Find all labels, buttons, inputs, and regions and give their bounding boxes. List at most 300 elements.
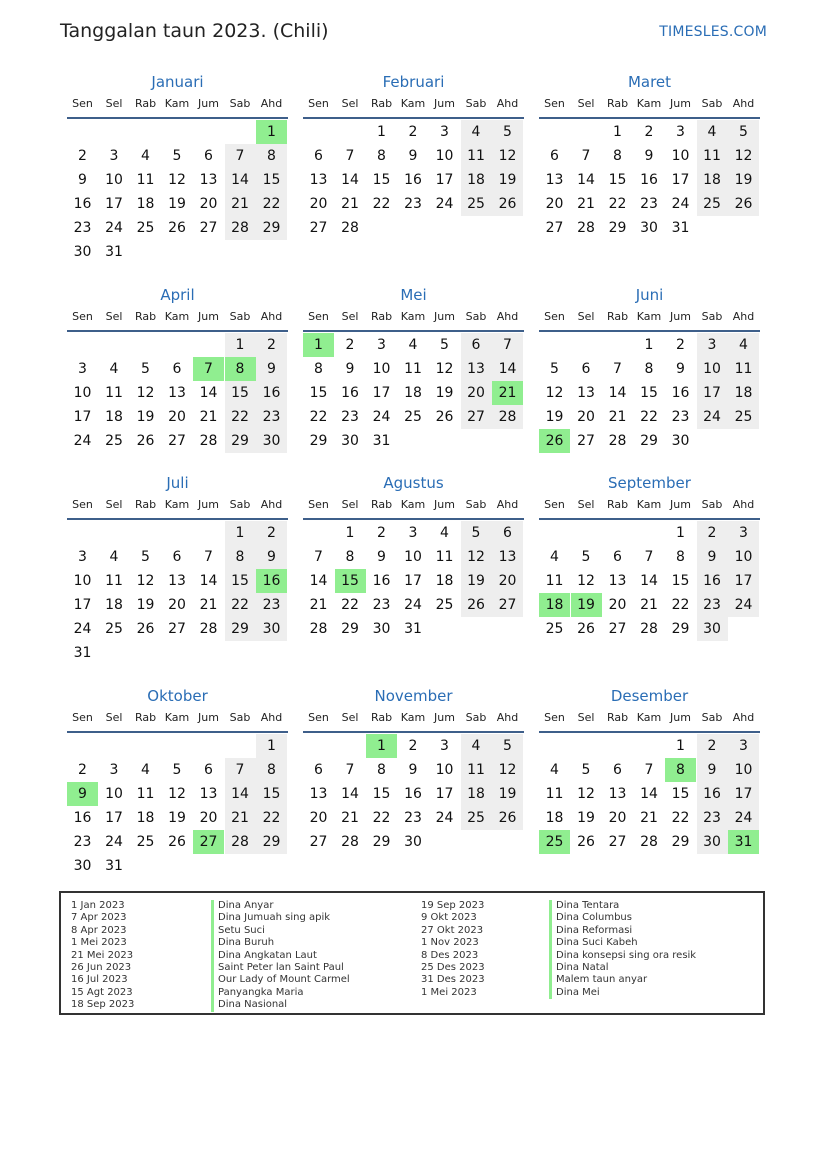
weekday-label: Sel [341, 711, 359, 724]
day-cell: 18 [728, 381, 759, 405]
day-cell: 20 [309, 810, 328, 826]
day-cell: 7 [225, 144, 256, 168]
day-cell: 10 [105, 786, 123, 802]
holiday-day-cell: 1 [366, 734, 397, 758]
day-cell: 5 [461, 521, 492, 545]
day-cell: 13 [577, 385, 595, 401]
weekday-header [67, 93, 288, 119]
day-cell: 18 [461, 168, 492, 192]
day-cell: 21 [640, 810, 658, 826]
day-cell: 21 [225, 806, 256, 830]
weekday-label: Kam [164, 310, 190, 323]
day-cell: 7 [345, 762, 355, 778]
day-cell: 22 [225, 405, 256, 429]
day-cell: 22 [256, 192, 287, 216]
weekday-label: Rab [606, 310, 629, 323]
day-cell: 20 [608, 810, 627, 826]
day-cell: 6 [172, 549, 182, 565]
day-cell: 16 [372, 573, 391, 589]
day-cell: 5 [492, 734, 523, 758]
day-cell: 22 [640, 409, 658, 425]
day-cell: 15 [372, 172, 391, 188]
day-cell: 25 [461, 806, 492, 830]
legend-holiday-name: Saint Peter lan Saint Paul [211, 962, 350, 974]
weekday-label: Ahd [260, 498, 283, 511]
day-cell: 30 [73, 244, 92, 260]
day-cell: 16 [73, 810, 92, 826]
day-cell: 4 [461, 120, 492, 144]
weekday-label: Rab [370, 498, 393, 511]
weekday-label: Sel [341, 97, 359, 110]
day-cell: 25 [105, 433, 123, 449]
day-cell: 23 [404, 196, 422, 212]
day-cell: 21 [608, 409, 627, 425]
weekday-label: Rab [134, 97, 157, 110]
day-cell: 4 [440, 525, 449, 541]
day-cell: 20 [492, 569, 523, 593]
day-cell: 8 [377, 762, 386, 778]
holiday-day-cell: 8 [225, 357, 256, 381]
day-cell: 11 [545, 786, 564, 802]
day-cell: 2 [644, 124, 654, 140]
legend-date: 31 Des 2023 [421, 974, 485, 986]
day-cell: 6 [314, 762, 323, 778]
month-name: Februari [382, 73, 445, 91]
day-cell: 27 [545, 220, 564, 236]
day-cell: 28 [225, 830, 256, 854]
day-cell: 3 [728, 521, 759, 545]
day-cell: 9 [644, 148, 654, 164]
weekday-label: Sen [544, 711, 565, 724]
day-cell: 28 [225, 216, 256, 240]
day-cell: 15 [671, 786, 690, 802]
weekday-header [303, 494, 524, 520]
day-cell: 2 [345, 337, 355, 353]
day-cell: 16 [640, 172, 658, 188]
day-cell: 26 [168, 220, 186, 236]
weekday-header [539, 93, 760, 119]
day-cell: 20 [199, 196, 218, 212]
day-cell: 22 [341, 597, 359, 613]
day-cell: 9 [345, 361, 355, 377]
day-cell: 28 [309, 621, 328, 637]
weekday-header [539, 494, 760, 520]
day-cell: 10 [435, 762, 454, 778]
day-cell: 11 [105, 573, 123, 589]
day-grid [539, 733, 760, 877]
day-cell: 3 [408, 525, 418, 541]
day-cell: 20 [545, 196, 564, 212]
day-cell: 11 [435, 549, 454, 565]
day-cell: 12 [136, 385, 155, 401]
month-september [539, 472, 760, 664]
day-cell: 16 [404, 172, 422, 188]
weekday-label: Sab [465, 711, 487, 724]
day-cell: 11 [728, 357, 759, 381]
weekday-label: Sel [105, 711, 123, 724]
weekday-label: Sen [308, 711, 329, 724]
day-cell: 7 [644, 762, 654, 778]
day-cell: 30 [640, 220, 658, 236]
weekday-label: Sel [105, 498, 123, 511]
legend-date: 1 Mei 2023 [421, 986, 477, 998]
weekday-label: Rab [370, 711, 393, 724]
month-april [67, 284, 288, 476]
day-cell: 12 [545, 385, 564, 401]
day-grid [539, 119, 760, 263]
day-cell: 10 [105, 172, 123, 188]
legend-date: 26 Jun 2023 [71, 962, 132, 974]
day-cell: 17 [435, 172, 454, 188]
day-cell: 8 [345, 549, 355, 565]
day-cell: 15 [256, 782, 287, 806]
day-cell: 14 [577, 172, 595, 188]
day-cell: 6 [613, 549, 622, 565]
day-cell: 22 [225, 593, 256, 617]
weekday-label: Sen [72, 97, 93, 110]
day-cell: 23 [256, 593, 287, 617]
day-cell: 12 [168, 786, 186, 802]
day-cell: 29 [225, 429, 256, 453]
day-cell: 18 [136, 810, 155, 826]
day-cell: 16 [697, 782, 728, 806]
weekday-label: Sab [229, 711, 251, 724]
day-cell: 3 [109, 762, 119, 778]
day-cell: 23 [697, 806, 728, 830]
day-grid [67, 520, 288, 664]
day-cell: 29 [640, 433, 658, 449]
weekday-label: Rab [134, 498, 157, 511]
day-cell: 14 [309, 573, 328, 589]
month-maret [539, 71, 760, 263]
legend-dates-right [421, 900, 485, 999]
weekday-header [303, 93, 524, 119]
day-cell: 14 [640, 786, 658, 802]
day-grid [303, 119, 524, 263]
day-cell: 5 [172, 762, 182, 778]
day-cell: 23 [256, 405, 287, 429]
legend-date: 18 Sep 2023 [71, 999, 135, 1011]
day-cell: 15 [640, 385, 658, 401]
day-grid [303, 520, 524, 664]
day-cell: 14 [608, 385, 627, 401]
day-cell: 30 [671, 433, 690, 449]
day-cell: 28 [577, 220, 595, 236]
day-cell: 1 [676, 525, 685, 541]
day-cell: 3 [377, 337, 386, 353]
weekday-label: Rab [606, 97, 629, 110]
day-cell: 20 [309, 196, 328, 212]
weekday-label: Kam [400, 498, 426, 511]
day-cell: 25 [404, 409, 422, 425]
day-cell: 7 [204, 549, 213, 565]
day-cell: 30 [256, 429, 287, 453]
day-cell: 9 [256, 357, 287, 381]
day-cell: 12 [461, 545, 492, 569]
day-cell: 31 [372, 433, 391, 449]
day-cell: 24 [404, 597, 422, 613]
day-cell: 17 [728, 569, 759, 593]
day-cell: 15 [671, 573, 690, 589]
day-cell: 12 [168, 172, 186, 188]
month-november [303, 685, 524, 877]
day-cell: 23 [671, 409, 690, 425]
day-cell: 27 [608, 621, 627, 637]
weekday-label: Jum [198, 310, 219, 323]
day-cell: 21 [640, 597, 658, 613]
day-cell: 17 [105, 810, 123, 826]
day-cell: 11 [105, 385, 123, 401]
holiday-day-cell: 25 [539, 830, 570, 854]
day-cell: 3 [676, 124, 685, 140]
day-cell: 22 [608, 196, 627, 212]
legend-date: 21 Mei 2023 [71, 949, 134, 961]
day-cell: 10 [404, 549, 422, 565]
day-cell: 26 [461, 593, 492, 617]
day-cell: 19 [492, 782, 523, 806]
day-cell: 17 [697, 381, 728, 405]
weekday-label: Sab [701, 310, 723, 323]
weekday-label: Sab [701, 498, 723, 511]
day-cell: 13 [309, 172, 328, 188]
weekday-label: Kam [636, 310, 662, 323]
day-cell: 23 [404, 810, 422, 826]
weekday-label: Ahd [732, 97, 755, 110]
day-cell: 4 [109, 549, 119, 565]
day-cell: 12 [728, 144, 759, 168]
holiday-day-cell: 21 [492, 381, 523, 405]
day-cell: 6 [314, 148, 323, 164]
weekday-label: Rab [134, 711, 157, 724]
legend-holiday-name: Setu Suci [211, 925, 350, 937]
legend-date: 7 Apr 2023 [71, 912, 127, 924]
weekday-label: Sab [229, 498, 251, 511]
day-cell: 31 [73, 645, 92, 661]
weekday-label: Sen [544, 97, 565, 110]
day-cell: 24 [73, 433, 92, 449]
day-cell: 2 [78, 762, 87, 778]
month-juni [539, 284, 760, 476]
day-cell: 29 [608, 220, 627, 236]
day-cell: 25 [435, 597, 454, 613]
day-cell: 23 [341, 409, 359, 425]
day-cell: 11 [404, 361, 422, 377]
holiday-day-cell: 1 [256, 120, 287, 144]
legend-date: 1 Jan 2023 [71, 900, 125, 911]
weekday-label: Jum [434, 498, 455, 511]
day-cell: 7 [644, 549, 654, 565]
weekday-label: Sel [577, 97, 595, 110]
month-oktober [67, 685, 288, 877]
day-cell: 30 [73, 858, 92, 874]
day-cell: 10 [671, 148, 690, 164]
weekday-label: Kam [636, 498, 662, 511]
day-cell: 16 [73, 196, 92, 212]
holiday-day-cell: 15 [335, 569, 366, 593]
day-cell: 13 [199, 172, 218, 188]
day-cell: 21 [577, 196, 595, 212]
legend-holiday-name: Dina Tentara [549, 900, 696, 912]
day-cell: 15 [309, 385, 328, 401]
day-cell: 27 [608, 834, 627, 850]
day-cell: 20 [168, 409, 186, 425]
weekday-label: Ahd [732, 310, 755, 323]
day-cell: 29 [671, 621, 690, 637]
day-cell: 2 [697, 734, 728, 758]
day-cell: 8 [256, 144, 287, 168]
brand-logo[interactable]: TIMESLES.COM [659, 24, 767, 40]
legend-date: 16 Jul 2023 [71, 974, 128, 986]
month-name: Desember [610, 687, 689, 705]
day-cell: 26 [136, 433, 155, 449]
holiday-day-cell: 7 [193, 357, 224, 381]
month-agustus [303, 472, 524, 664]
day-cell: 26 [435, 409, 454, 425]
weekday-label: Rab [134, 310, 157, 323]
weekday-label: Ahd [260, 711, 283, 724]
day-cell: 31 [404, 621, 422, 637]
day-cell: 25 [136, 220, 155, 236]
legend-date: 9 Okt 2023 [421, 912, 477, 924]
weekday-label: Sab [465, 97, 487, 110]
day-cell: 22 [309, 409, 328, 425]
day-cell: 6 [204, 148, 213, 164]
day-cell: 29 [372, 834, 391, 850]
day-cell: 11 [697, 144, 728, 168]
day-cell: 21 [341, 196, 359, 212]
weekday-header [67, 707, 288, 733]
legend-date: 19 Sep 2023 [421, 900, 485, 911]
day-cell: 1 [345, 525, 355, 541]
day-cell: 21 [225, 192, 256, 216]
day-cell: 12 [492, 758, 523, 782]
weekday-label: Ahd [496, 97, 519, 110]
day-cell: 27 [168, 433, 186, 449]
day-cell: 26 [492, 806, 523, 830]
day-cell: 21 [199, 597, 218, 613]
day-cell: 15 [225, 381, 256, 405]
day-cell: 19 [461, 569, 492, 593]
day-cell: 13 [461, 357, 492, 381]
weekday-label: Ahd [496, 310, 519, 323]
day-cell: 5 [141, 361, 150, 377]
day-cell: 9 [697, 545, 728, 569]
day-cell: 6 [492, 521, 523, 545]
day-cell: 30 [256, 617, 287, 641]
day-cell: 28 [640, 621, 658, 637]
weekday-label: Kam [164, 711, 190, 724]
legend-holiday-name: Dina Angkatan Laut [211, 950, 350, 962]
day-cell: 26 [728, 192, 759, 216]
day-cell: 19 [136, 409, 155, 425]
day-cell: 10 [372, 361, 391, 377]
day-grid [67, 733, 288, 877]
holiday-day-cell: 1 [303, 333, 334, 357]
day-cell: 1 [613, 124, 622, 140]
day-cell: 7 [345, 148, 355, 164]
day-cell: 26 [577, 834, 595, 850]
day-cell: 29 [671, 834, 690, 850]
day-cell: 21 [309, 597, 328, 613]
day-cell: 1 [256, 734, 287, 758]
holiday-day-cell: 18 [539, 593, 570, 617]
day-cell: 16 [404, 786, 422, 802]
day-cell: 27 [309, 220, 328, 236]
holiday-day-cell: 9 [67, 782, 98, 806]
day-cell: 6 [581, 361, 591, 377]
day-cell: 5 [581, 549, 591, 565]
day-cell: 20 [168, 597, 186, 613]
weekday-label: Sel [577, 498, 595, 511]
day-cell: 9 [256, 545, 287, 569]
day-grid [539, 332, 760, 476]
weekday-label: Jum [434, 97, 455, 110]
day-cell: 25 [461, 192, 492, 216]
weekday-label: Kam [400, 97, 426, 110]
day-cell: 14 [492, 357, 523, 381]
day-cell: 17 [73, 409, 92, 425]
legend-names-left [211, 900, 350, 1012]
day-cell: 9 [377, 549, 386, 565]
day-cell: 24 [372, 409, 391, 425]
day-cell: 13 [199, 786, 218, 802]
day-cell: 8 [613, 148, 622, 164]
weekday-label: Sen [308, 97, 329, 110]
day-cell: 24 [435, 810, 454, 826]
weekday-label: Rab [606, 711, 629, 724]
day-cell: 9 [408, 148, 418, 164]
day-cell: 28 [199, 621, 218, 637]
day-cell: 14 [341, 172, 359, 188]
day-cell: 10 [73, 385, 92, 401]
weekday-label: Sel [577, 711, 595, 724]
day-cell: 6 [204, 762, 213, 778]
day-cell: 14 [341, 786, 359, 802]
day-cell: 15 [256, 168, 287, 192]
weekday-label: Ahd [260, 310, 283, 323]
holiday-day-cell: 16 [256, 569, 287, 593]
day-cell: 1 [377, 124, 386, 140]
day-cell: 19 [168, 810, 186, 826]
day-cell: 5 [550, 361, 559, 377]
day-cell: 9 [408, 762, 418, 778]
month-name: April [160, 286, 195, 304]
day-cell: 8 [225, 545, 256, 569]
day-cell: 24 [671, 196, 690, 212]
legend-holiday-name: Dina Mei [549, 987, 696, 999]
legend-holiday-name: Our Lady of Mount Carmel [211, 974, 350, 986]
day-cell: 29 [225, 617, 256, 641]
weekday-label: Ahd [732, 498, 755, 511]
weekday-label: Sab [229, 97, 251, 110]
weekday-label: Sen [72, 310, 93, 323]
weekday-label: Sen [308, 498, 329, 511]
legend-holiday-name: Dina Reformasi [549, 925, 696, 937]
legend-names-right [549, 900, 696, 999]
day-cell: 5 [581, 762, 591, 778]
day-cell: 21 [341, 810, 359, 826]
month-name: Mei [400, 286, 427, 304]
weekday-label: Jum [670, 97, 691, 110]
day-cell: 24 [105, 834, 123, 850]
weekday-label: Ahd [496, 498, 519, 511]
day-cell: 3 [440, 124, 449, 140]
day-cell: 25 [136, 834, 155, 850]
day-cell: 10 [728, 545, 759, 569]
day-cell: 24 [73, 621, 92, 637]
month-name: Agustus [383, 474, 444, 492]
legend-date: 25 Des 2023 [421, 962, 485, 974]
